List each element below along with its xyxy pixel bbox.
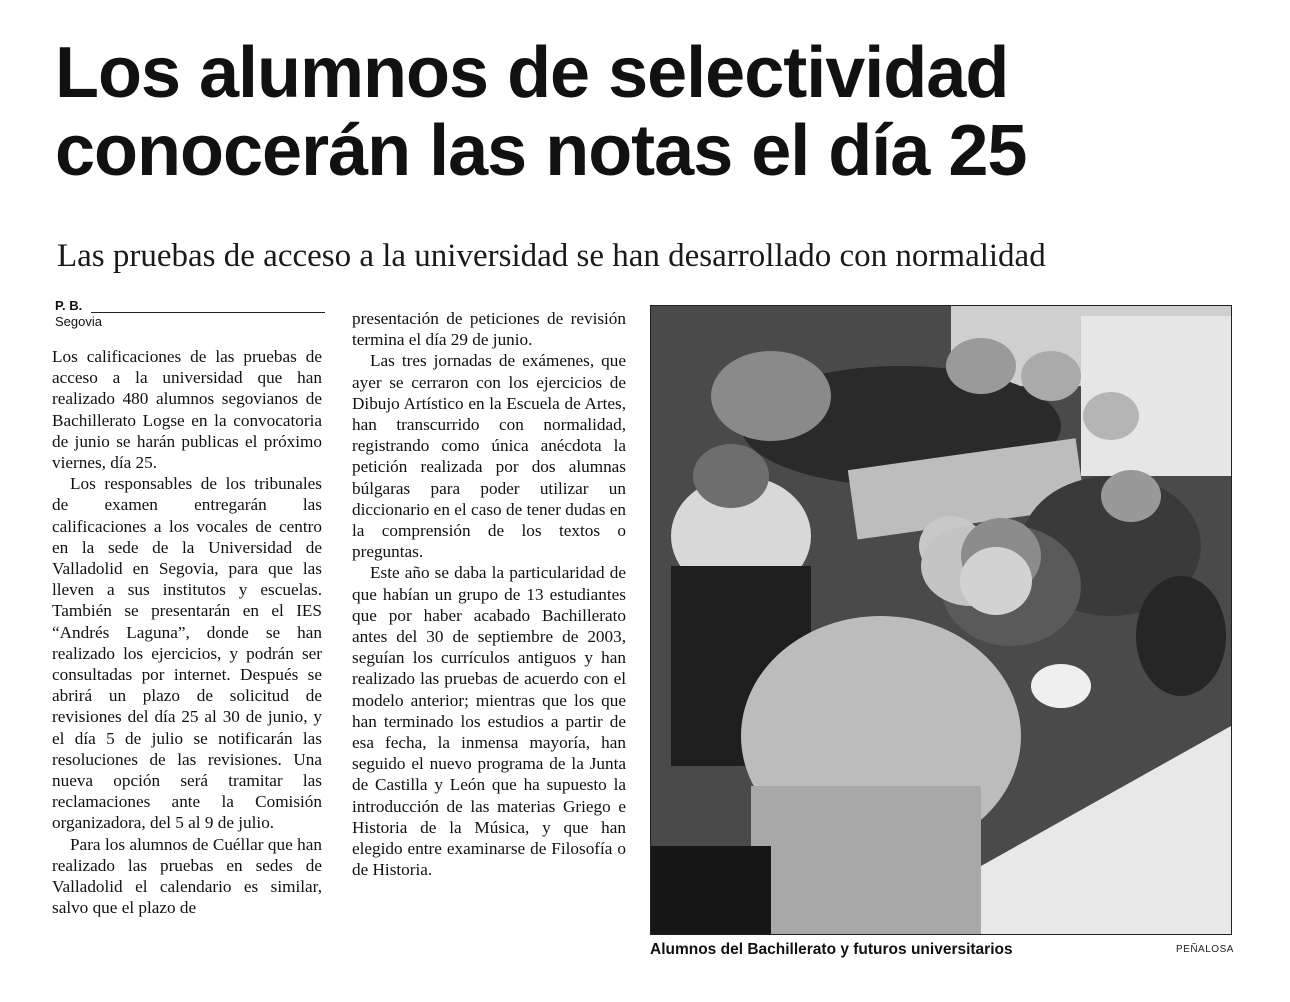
paragraph: Este año se daba la particularidad de que habían un grupo de 13 estudiantes que por haber acabado Bachillerato antes del 30 de septiembre de 2003, seguían los currículos antiguos y han realizado las pruebas de acuerdo con el modelo anterior; mientras que los que han terminado los estudios a partir de esa fecha, la inmensa mayoría, han seguido el nuevo programa de la Junta de Castilla y León que ha supuesto la introducción de las materias Griego e Historia de la Música, y que han elegido entre examinarse de Filosofía o de Historia. (352, 563, 626, 880)
photo-credit: PEÑALOSA (1176, 944, 1234, 955)
byline-rule (91, 312, 325, 313)
paragraph: Los calificaciones de las pruebas de acceso a la universidad que han realizado 480 alumnos segovianos de Bachillerato Logse en la convocatoria de junio se harán publicas el próximo viernes, día 25. (52, 347, 322, 473)
paragraph: Los responsables de los tribunales de examen entregarán las calificaciones a los vocales de centro en la sede de la Universidad de Valladolid en Segovia, para que las lleven a sus institutos y escuelas. También se presentarán en el IES “Andrés Laguna”, donde se han realizado los ejercicios, y podrán ser consultadas por internet. Después se abrirá un plazo de solicitud de revisiones del día 25 al 30 de junio, y el día 5 de julio se notificarán las resoluciones de las revisiones. Una nueva opción será tramitar las reclamaciones ante la Comisión organizadora, del 5 al 9 de julio. (52, 474, 322, 833)
paragraph: presentación de peticiones de revisión termina el día 29 de junio. (352, 309, 626, 350)
subheadline: Las pruebas de acceso a la universidad se han desarrollado con normalidad (57, 238, 1046, 274)
paragraph: Para los alumnos de Cuéllar que han realizado las pruebas en sedes de Valladolid el calendario es similar, salvo que el plazo de (52, 834, 322, 918)
news-photo (650, 305, 1232, 935)
paragraph: Las tres jornadas de exámenes, que ayer se cerraron con los ejercicios de Dibujo Artístico en la Escuela de Artes, han transcurrido con normalidad, registrando como única anécdota la petición realizada por dos alumnas búlgaras para poder utilizar un diccionario en el caso de tener dudas en la comprensión de los textos o preguntas. (352, 351, 626, 562)
byline (55, 298, 325, 329)
photo-caption: Alumnos del Bachillerato y futuros universitarios (650, 941, 1013, 958)
headline (55, 34, 1255, 190)
photo-illustration (651, 306, 1231, 934)
byline-author: P. B. (55, 298, 83, 313)
article-column-2 (352, 308, 626, 880)
headline-line-1: Los alumnos de selectividad (55, 33, 1009, 113)
headline-line-2: conocerán las notas el día 25 (55, 111, 1027, 191)
article-column-1 (52, 346, 322, 918)
byline-location: Segovia (55, 314, 102, 329)
